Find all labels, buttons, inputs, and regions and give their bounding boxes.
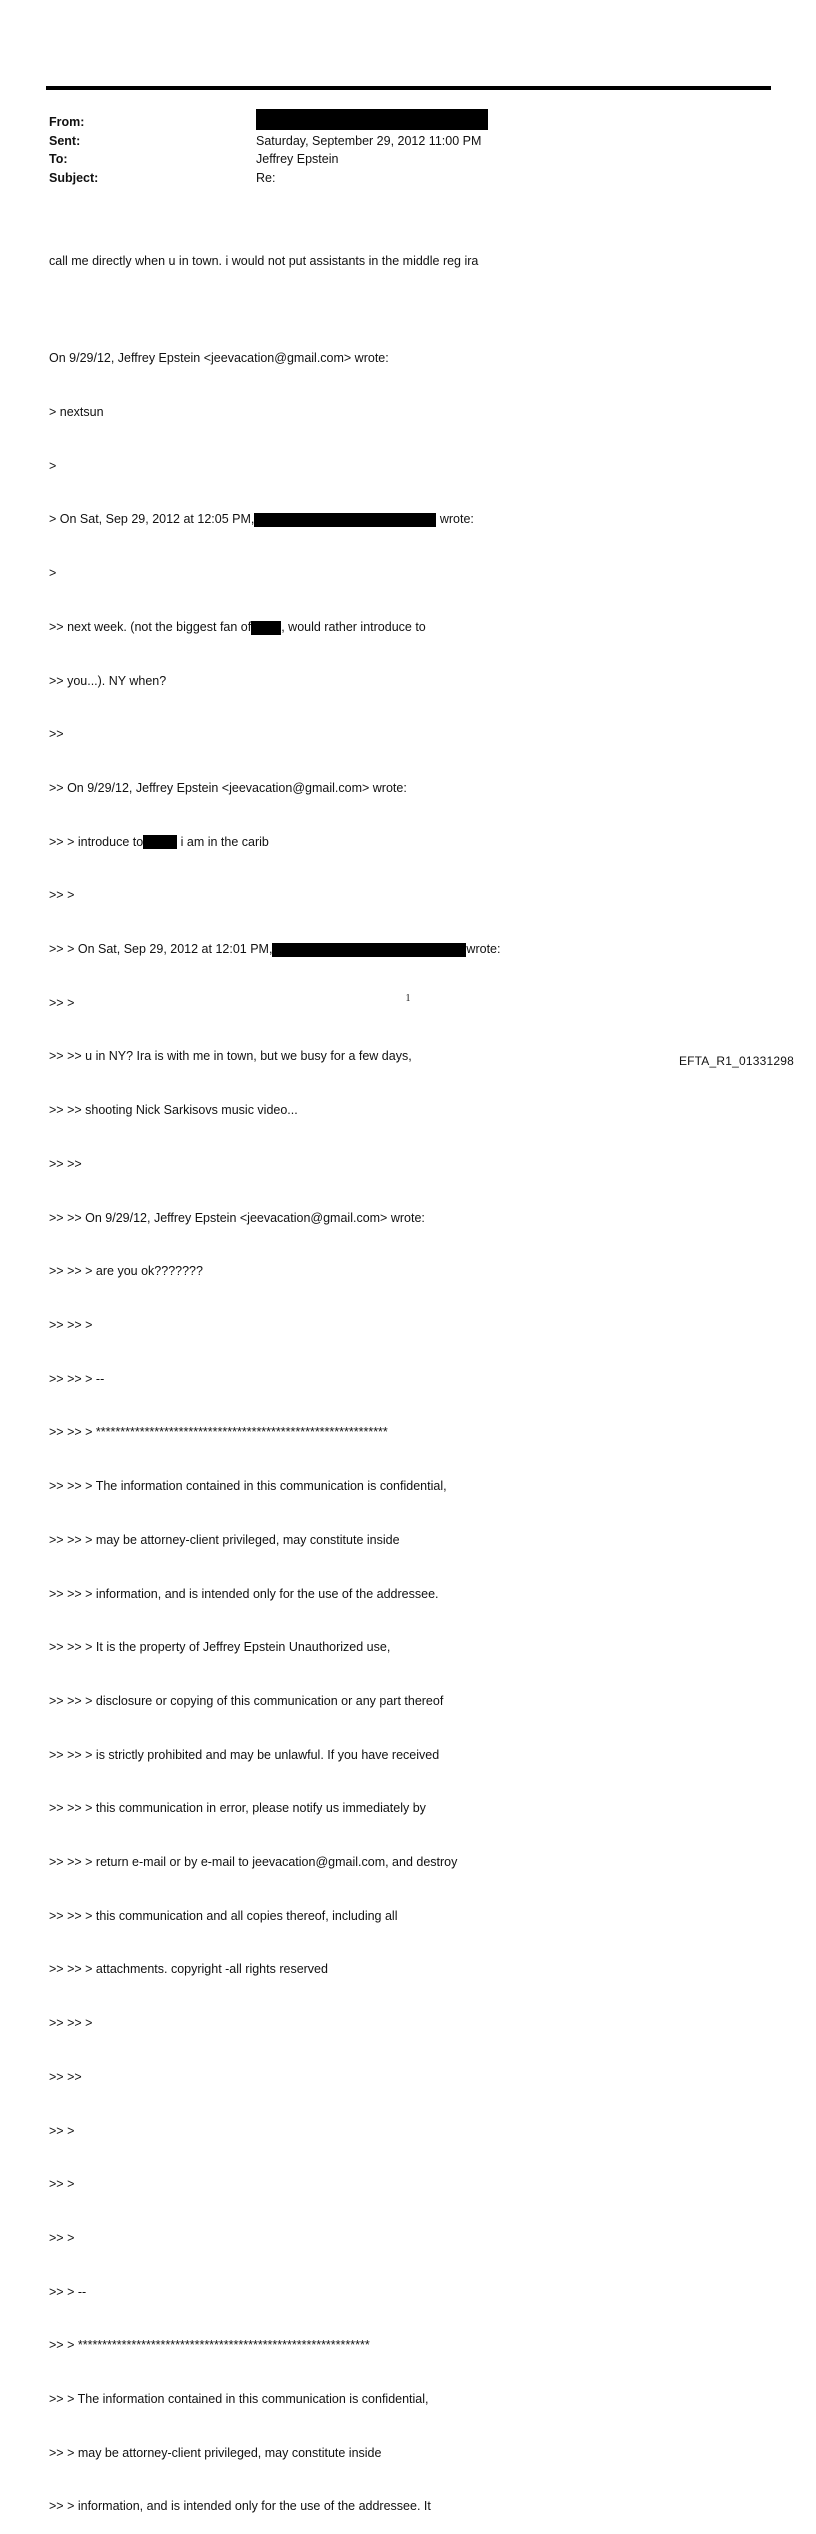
document-id-stamp: EFTA_R1_01331298: [678, 1054, 794, 1068]
body-line: [49, 619, 500, 637]
body-line: >> >> > information, and is intended only for the use of the addressee.: [49, 1586, 439, 1601]
body-text-segment: > On Sat, Sep 29, 2012 at 12:05 PM,: [49, 512, 255, 527]
redaction-box: [254, 513, 436, 527]
body-text-segment: i am in the carib: [177, 834, 269, 849]
body-line: On 9/29/12, Jeffrey Epstein <jeevacation@gmail.com> wrote:: [49, 351, 389, 366]
body-line: >> >: [49, 2230, 75, 2245]
body-line: >> >> > is strictly prohibited and may be unlawful. If you have received: [49, 1747, 440, 1762]
to-label: To:: [49, 152, 68, 166]
body-text-segment: >> next week. (not the biggest fan of: [49, 619, 252, 634]
redaction-box: [251, 621, 281, 635]
body-line: >> > The information contained in this communication is confidential,: [49, 2392, 429, 2407]
body-line: >> >: [49, 995, 75, 1010]
body-line: > nextsun: [49, 405, 104, 420]
body-text-segment: >> > introduce to: [49, 834, 144, 849]
body-line: >> >> >: [49, 2016, 93, 2031]
body-text-segment: >> > On Sat, Sep 29, 2012 at 12:01 PM,: [49, 942, 273, 957]
body-line: >> >: [49, 2177, 75, 2192]
body-line: >> >> u in NY? Ira is with me in town, but we busy for a few days,: [49, 1049, 412, 1064]
email-body: [49, 217, 500, 2534]
to-value: Jeffrey Epstein: [256, 152, 339, 166]
from-value: [256, 113, 488, 132]
body-line: >> >: [49, 888, 75, 903]
body-line: >> >> > ************************************************************: [49, 1425, 388, 1440]
body-line: >> >> shooting Nick Sarkisovs music video...: [49, 1103, 298, 1118]
body-line: [49, 511, 500, 529]
body-line: >> >> >: [49, 1317, 93, 1332]
body-line: call me directly when u in town. i would not put assistants in the middle reg ira: [49, 253, 479, 268]
body-line: >> > may be attorney-client privileged, may constitute inside: [49, 2445, 382, 2460]
body-text-segment: wrote:: [436, 512, 474, 527]
body-line: >> >> On 9/29/12, Jeffrey Epstein <jeevacation@gmail.com> wrote:: [49, 1210, 425, 1225]
body-line: >> > --: [49, 2284, 87, 2299]
body-line: >> >> > The information contained in this communication is confidential,: [49, 1479, 447, 1494]
body-line: >> >> > It is the property of Jeffrey Epstein Unauthorized use,: [49, 1640, 391, 1655]
body-text-segment: , would rather introduce to: [281, 619, 426, 634]
body-line: >> >> > attachments. copyright -all rights reserved: [49, 1962, 328, 1977]
body-line: >> >> > are you ok???????: [49, 1264, 203, 1279]
body-line: >> >>: [49, 2069, 82, 2084]
body-line: >> On 9/29/12, Jeffrey Epstein <jeevacation@gmail.com> wrote:: [49, 780, 407, 795]
body-line: >> you...). NY when?: [49, 673, 167, 688]
body-line: >: [49, 566, 57, 581]
body-line: >> >> > disclosure or copying of this communication or any part thereof: [49, 1693, 444, 1708]
body-line: >>: [49, 727, 64, 742]
body-line: >> >> > this communication and all copies thereof, including all: [49, 1908, 398, 1923]
body-line: [49, 834, 500, 852]
redaction-box: [143, 835, 177, 849]
body-line: >> >: [49, 2123, 75, 2138]
body-line: >> > information, and is intended only for the use of the addressee. It: [49, 2499, 431, 2514]
redaction-box: [256, 109, 488, 130]
redaction-box: [272, 943, 466, 957]
body-line: >> >> > return e-mail or by e-mail to jeevacation@gmail.com, and destroy: [49, 1855, 458, 1870]
sent-label: Sent:: [49, 133, 81, 148]
body-line: >> >> > --: [49, 1371, 105, 1386]
body-line: >> >> > this communication in error, please notify us immediately by: [49, 1801, 426, 1816]
page-number: 1: [405, 993, 411, 1004]
body-text-segment: wrote:: [466, 942, 501, 957]
subject-label: Subject:: [49, 170, 99, 185]
subject-value: Re:: [256, 170, 276, 185]
sent-value: Saturday, September 29, 2012 11:00 PM: [256, 133, 482, 148]
body-line: >> >>: [49, 1156, 82, 1171]
from-label: From:: [49, 115, 85, 129]
body-line: >> >> > may be attorney-client privileged, may constitute inside: [49, 1532, 400, 1547]
body-line: >: [49, 458, 57, 473]
body-line: [49, 941, 500, 959]
header-rule: [46, 86, 771, 90]
spacer: [49, 307, 500, 315]
body-line: >> > ************************************************************: [49, 2338, 370, 2353]
